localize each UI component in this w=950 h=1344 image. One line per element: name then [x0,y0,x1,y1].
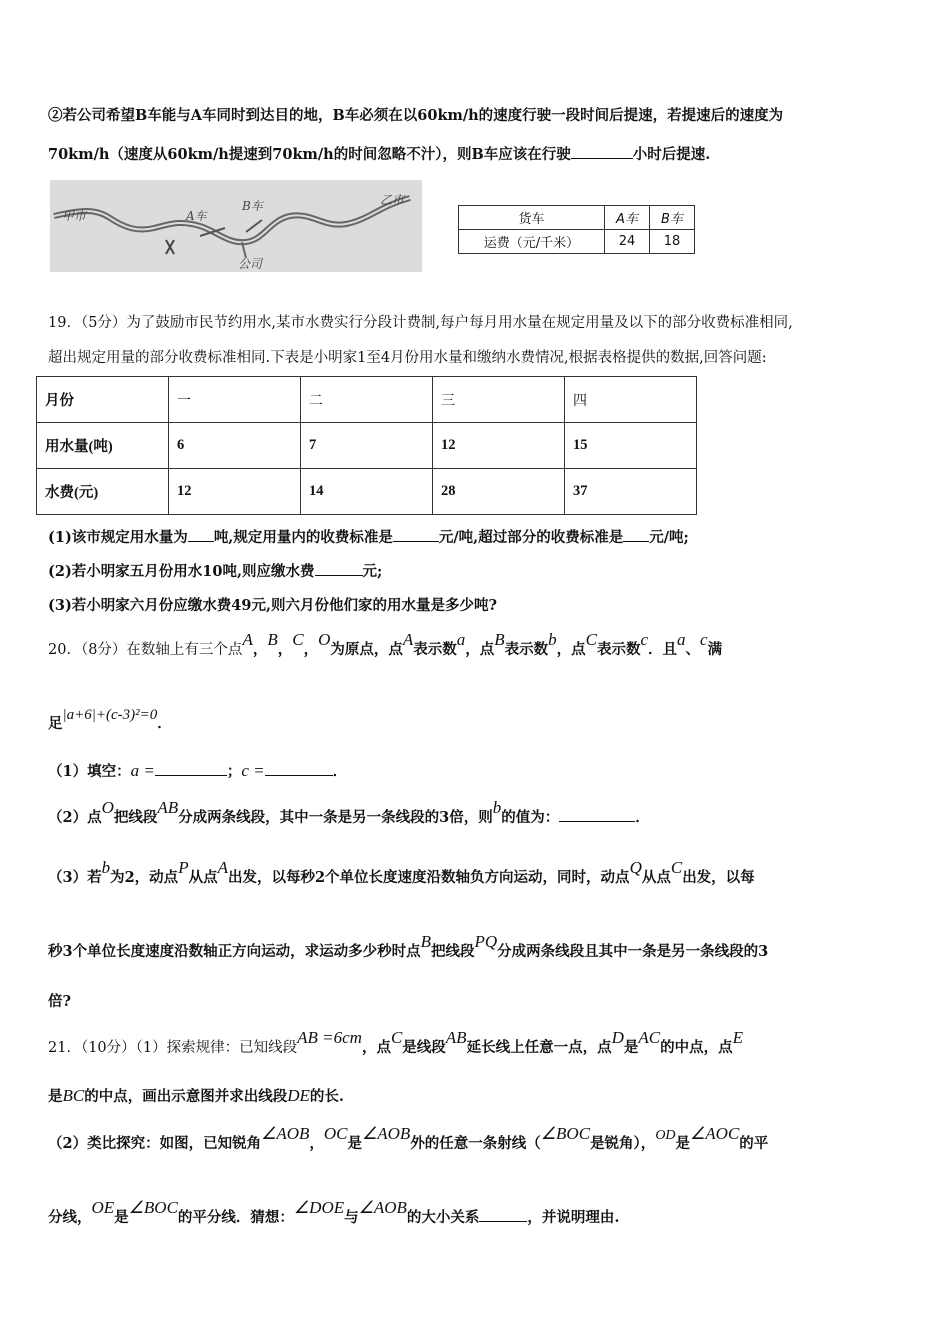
q19-line1: 19．（5分）为了鼓励市民节约用水,某市水费实行分段计费制,每户每月用水量在规定用量及以下的部分收费标准相同, [48,315,793,331]
q19-blank-fee[interactable] [315,561,363,576]
q19-part1: (1)该市规定用水量为 吨,规定用量内的收费标准是 元/吨,超过部分的收费标准是 元/吨; [48,529,689,546]
q19-part2: (2)若小明家五月份用水10吨,则应缴水费 元; [48,563,383,580]
map-label-b-car: B车 [242,199,263,213]
route-map-drawing [50,180,422,272]
q19-blank-volume[interactable] [188,527,214,542]
q20-blank-c[interactable] [265,761,333,776]
q21-line1: 21．（10分）（1）探索规律：已知线段AB =6cm，点C是线段AB延长线上任意一点，点D是AC的中点，点E [48,1028,743,1056]
q20-blank-b[interactable] [559,807,635,822]
table-row: 用水量(吨) 6 7 12 15 [37,423,697,469]
q20-part3-line1: （3）若b为2，动点P从点A出发，以每秒2个单位长度速度沿数轴负方向运动，同时，动点Q从点C出发，以每 [48,858,755,886]
q18-line2: 70km/h（速度从60km/h提速到70km/h的时间忽略不汁），则B车应该在行驶 小时后提速. [48,146,711,163]
q20-condition-line: 足|a+6|+(c-3)²=0． [48,707,172,732]
q21-part2-line2: 分线，OE是∠BOC的平分线．猜想：∠DOE与∠AOB的大小关系 ，并说明理由. [48,1198,620,1226]
q21-blank-relation[interactable] [479,1207,527,1222]
q19-part3: (3)若小明家六月份应缴水费49元,则六月份他们家的用水量是多少吨? [48,597,498,614]
q18-line1: ②若公司希望B车能与A车同时到达目的地，B车必须在以60km/h的速度行驶一段时间后提速，若提速后的速度为 [48,107,784,124]
map-label-company: 公司 [238,257,263,271]
fee-table-header: 货车 A车 B车 [459,206,695,230]
route-map [50,180,422,272]
q19-blank-rate[interactable] [393,527,439,542]
map-label-a-car: A车 [186,209,207,223]
q19-blank-extra-rate[interactable] [623,527,649,542]
map-label-yi: 乙市 [380,193,405,207]
q20-part3-line3: 倍? [48,993,71,1010]
q21-part2-line1: （2）类比探究：如图，已知锐角∠AOB，OC是∠AOB外的任意一条射线（∠BOC是锐角），OD是∠AOC的平 [48,1124,769,1152]
fee-table [458,205,695,254]
water-fee-table [36,376,697,515]
table-row: 水费(元) 12 14 28 37 [37,469,697,515]
q18-answer-blank[interactable] [571,144,633,159]
q19-line2: 超出规定用量的部分收费标准相同.下表是小明家1至4月份用水量和缴纳水费情况,根据表格提供的数据,回答问题: [48,350,767,366]
q20-condition: |a+6|+(c-3)²=0 [62,707,158,723]
q20-blank-a[interactable] [155,761,227,776]
fee-table-row: 运费（元/千米） 24 18 [459,230,695,254]
q20-line1: 20．（8分）在数轴上有三个点A，B，C，O为原点，点A表示数a，点B表示数b，点C表示数c．且a、c满 [48,630,723,658]
table-row: 月份 一 二 三 四 [37,377,697,423]
q20-part3-line2: 秒3个单位长度速度沿数轴正方向运动，求运动多少秒时点B把线段PQ分成两条线段且其中一条是另一条线段的3 [48,932,769,960]
q20-part1: （1）填空：a = ；c = ． [48,761,348,780]
q21-line2: 是BC的中点，画出示意图并求出线段DE的长. [48,1086,344,1105]
map-label-jia: 甲市 [62,209,87,223]
q20-part2: （2）点O把线段AB分成两条线段，其中一条是另一条线段的3倍，则b的值为： ． [48,798,650,826]
